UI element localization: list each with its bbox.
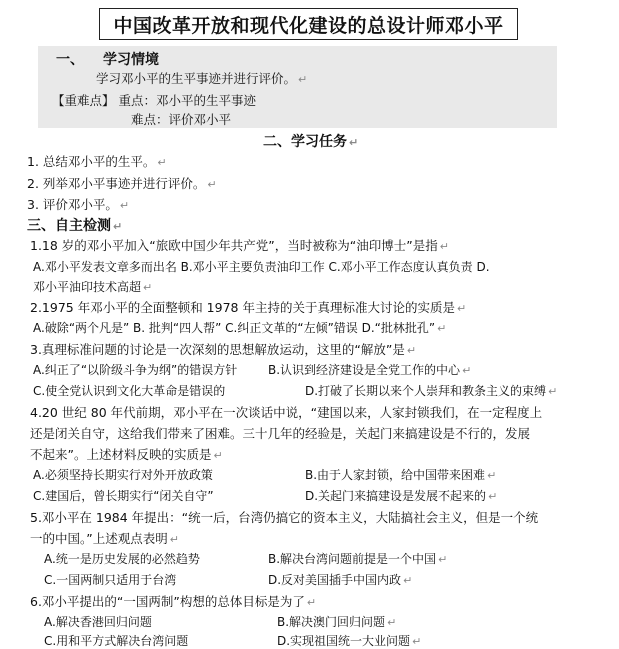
question-3-stem: 3.真理标准问题的讨论是一次深刻的思想解放运动，这里的“解放”是 ↵ bbox=[30, 342, 417, 357]
question-5-option-d: D.反对美国插手中国内政 ↵ bbox=[268, 573, 413, 587]
question-4-option-b: B.由于人家封锁，给中国带来困难 ↵ bbox=[305, 468, 497, 482]
question-2-stem: 2.1975 年邓小平的全面整顿和 1978 年主持的关于真理标准大讨论的实质是 ↵ bbox=[30, 300, 467, 315]
section2-heading: 二、学习任务 ↵ bbox=[263, 134, 359, 150]
question-3-option-b: B.认识到经济建设是全党工作的中心 ↵ bbox=[268, 363, 472, 377]
question-3-option-a: A.纠正了“以阶级斗争为纲”的错误方针 bbox=[33, 363, 238, 377]
question-4-option-d: D.关起门来搞建设是发展不起来的 ↵ bbox=[305, 489, 498, 503]
question-3-option-c: C.使全党认识到文化大革命是错误的 bbox=[33, 384, 226, 398]
question-5-option-a: A.统一是历史发展的必然趋势 bbox=[44, 552, 200, 566]
question-6-option-d: D.实现祖国统一大业问题 ↵ bbox=[277, 634, 422, 648]
question-1-options: A.邓小平发表文章多而出名 B.邓小平主要负责油印工作 C.邓小平工作态度认真负责 D. bbox=[33, 260, 490, 274]
question-5-stem-2: 一的中国。”上述观点表明 ↵ bbox=[30, 531, 179, 546]
task-item: 1. 总结邓小平的生平。 ↵ bbox=[27, 154, 167, 169]
section3-heading: 三、自主检测 ↵ bbox=[27, 218, 123, 234]
key-points-line: 【重难点】 重点：邓小平的生平事迹 bbox=[52, 93, 257, 108]
question-2-options: A.破除“两个凡是” B. 批判“四人帮” C.纠正文革的“左倾”错误 D.“批林批孔” ↵ bbox=[33, 321, 447, 335]
section1-text: 学习邓小平的生平事迹并进行评价。 ↵ bbox=[96, 71, 308, 86]
question-6-stem: 6.邓小平提出的“一国两制”构想的总体目标是为了 ↵ bbox=[30, 594, 317, 609]
question-6-option-b: B.解决澳门回归问题 ↵ bbox=[277, 615, 397, 629]
question-5-option-b: B.解决台湾问题前提是一个中国 ↵ bbox=[268, 552, 448, 566]
question-4-option-c: C.建国后，曾长期实行“闭关自守” bbox=[33, 489, 214, 503]
question-4-stem-3: 不起来”。上述材料反映的实质是 ↵ bbox=[30, 447, 223, 462]
question-5-option-c: C.一国两制只适用于台湾 bbox=[44, 573, 177, 587]
page-title bbox=[99, 8, 518, 40]
section1-number: 一、 bbox=[56, 52, 84, 68]
question-4-stem-1: 4.20 世纪 80 年代前期，邓小平在一次谈话中说，“建国以来，人家封锁我们，在一定程度上 bbox=[30, 405, 543, 420]
section1-heading: 学习情境 bbox=[103, 52, 159, 68]
question-3-option-d: D.打破了长期以来个人崇拜和教条主义的束缚 ↵ bbox=[305, 384, 558, 398]
question-6-option-a: A.解决香港回归问题 bbox=[44, 615, 152, 629]
question-4-stem-2: 还是闭关自守，这给我们带来了困难。三十几年的经验是，关起门来搞建设是不行的，发展 bbox=[30, 426, 531, 441]
question-6-option-c: C.用和平方式解决台湾问题 bbox=[44, 634, 189, 648]
question-4-option-a: A.必须坚持长期实行对外开放政策 bbox=[33, 468, 213, 482]
question-1-options-cont: 邓小平油印技术高超 ↵ bbox=[33, 280, 153, 294]
task-item: 3. 评价邓小平。 ↵ bbox=[27, 197, 130, 212]
page-title-text: 中国改革开放和现代化建设的总设计师邓小平 bbox=[113, 14, 504, 37]
question-5-stem-1: 5.邓小平在 1984 年提出：“统一后，台湾仍搞它的资本主义，大陆搞社会主义，但是一个统 bbox=[30, 510, 539, 525]
paragraph-mark-icon: ↵ bbox=[298, 73, 308, 86]
task-item: 2. 列举邓小平事迹并进行评价。 ↵ bbox=[27, 176, 217, 191]
question-1-stem: 1.18 岁的邓小平加入“旅欧中国少年共产党”，当时被称为“油印博士”是指 ↵ bbox=[30, 238, 449, 253]
difficulty-line: 难点：评价邓小平 bbox=[131, 112, 232, 127]
key-label: 【重难点】 bbox=[52, 93, 115, 108]
